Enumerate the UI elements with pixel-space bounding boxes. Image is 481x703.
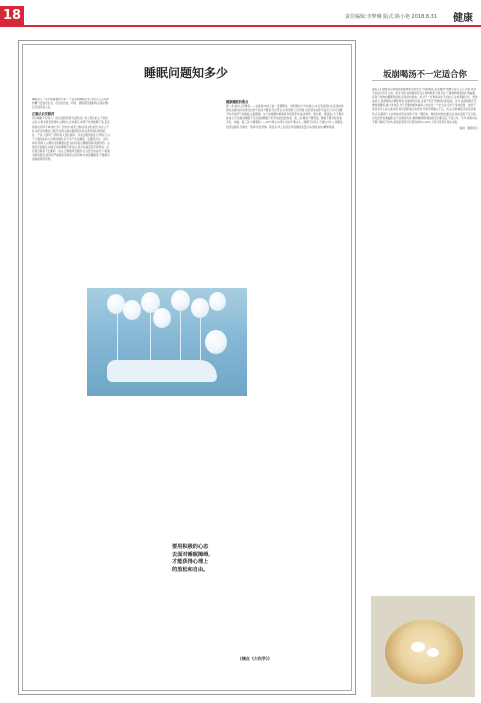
balloon	[153, 308, 171, 328]
balloon	[123, 300, 141, 320]
sidebar-text: 随着人们健康意识的提高和健康知识的普及,"饭前喝汤,苗条健康"的理念深入人心,但是,汤并不是适合所有人的。医生介绍,饭前喝汤可以让食物顺利下咽,防止干硬食物刺激消化道黏膜,有利于食物的稀释和搅拌,促进消化吸收。但对于一些胃肠功能不好的人,比如胃酸过多、胃溃疡病人,饭前喝汤会稀释胃液,加重胃的负担,反而不利于食物的消化吸收。另外,饭前喝汤还可增加饱腹感,减少进食量,对于需要控制体重的人来说是一个好方法,但对于身体虚弱、食欲不佳的老年人和儿童来说,则可能影响正常进食,导致营养摄入不足。所以,饭前喝汤还是饭后喝汤,应该根据个人的身体状况来选择,不能一概而论。喝汤的时候也要注意,汤的温度不宜过高,以免烫伤食道黏膜;也不宜喝得太快,要细嚼慢咽;喝汤的量也要适宜,不宜过多。另外,喝汤时也不要只喝汤不吃肉,汤里的营养只有原料的5%-10%,大部分营养还留在肉里。	[372, 88, 478, 124]
sidebar-title-rule	[372, 80, 478, 81]
sidebar-source: (摘自《健康报》)	[459, 126, 478, 130]
egg-slice	[427, 648, 439, 657]
sidebar-body	[372, 88, 478, 586]
soup-bowl	[385, 620, 463, 684]
pull-quote: 要用积极的心态去面对睡眠障碍,才能获得心理上的放松和自由。	[172, 544, 211, 573]
balloon	[191, 298, 209, 318]
balloon-string	[180, 311, 181, 365]
soup-photo	[371, 596, 475, 697]
sleeping-figure	[107, 360, 217, 382]
balloon-string	[117, 314, 118, 364]
page-number: 18	[0, 6, 24, 25]
balloon-string	[150, 313, 151, 365]
header-info: 责任编辑:李梦琳 版式:路小艳 2018.8.31	[345, 14, 437, 20]
section1-body: 很多睡眠不好的人一谈及安眠药就"谈虎色变",加上周边的人不停的念叨,让很多患者觉得吃入睡的人会依赖它,如果不吃药就睡不着,甚至是就永远停不掉?担心伤了会吃坏,或者上瘾?但是这些担忧,有些人不听从医生医嘱自行停药,结果出现失眠情况以致自我怀疑时智慧症状。于是,又停用了药物,陷入恶性循环。其实安眠药的处方药物,它对于大脑功能病人有效的帮助,并不会产生依赖性。安眠药会在一定时间内,帮助人入睡时改善睡眠质量,按时间指示睡眠周期,逐渐停药。这是医生的建议,恢复正常的睡眠节律以后,是可以减量直至停用的。这些观念都是不正确的。所以,正确服用安眠药,应在医生的指导下,根据失眠的原因,类型和严重程度选择适合的药物,并按医嘱服用,不要擅自加减或停用药物。	[32, 117, 110, 162]
article-title: 睡眠问题知多少	[143, 66, 228, 80]
article-intro: 睡眠是人一生中最重要的大事,一个良好的睡眠状态,才能让人有充沛的精力去面对生活。但因为饮食、环境、情绪等因素影响,失眠问题总会困扰着人们。	[32, 98, 109, 110]
balloon	[171, 290, 190, 311]
balloon	[205, 330, 227, 354]
sleep-balloons-photo	[87, 288, 247, 396]
section2-body: 第一条:按时上床睡觉——也就是23时之前一定要睡觉。中医理论中子时(晚上11点至凌晨1点)是身体休养的关键时间,如果长时间子时前不睡觉,无论男女,自身伤肝,日久伤肾,进而造成身体气血双亏,每天到睡子时会觉得气色晦暗,皮肤粗糙。这个时候睡觉就算再多的营养补品(各种鸡、维生素、保健品),天天都补身体,也不能挽回睡眠不足造成的睡眠不好带来的皮肤伤害。第二条:睡前不要熬夜。睡前不要长时间看手机、电脑。第三条:午睡要短——30分钟左右即可,时间不要太久。睡眠不好的人不建议中午上床睡觉,若感觉疲倦,可静坐一刻钟,闭目养神。第四条:早上起床后早晨要做适量运动,锻炼身体,精神饱满。	[226, 105, 344, 129]
page-header	[0, 0, 481, 26]
header-rule	[0, 25, 481, 27]
bubble-caption: (摘自《大科学》)	[240, 656, 270, 661]
section1-heading: 正确认识安眠药	[32, 112, 55, 117]
balloon	[209, 292, 226, 311]
section-label: 健康	[453, 13, 473, 24]
sidebar-title: 坂崩喝汤不一定适合你	[383, 69, 467, 79]
section2-heading: 健康睡眠四要点	[226, 100, 249, 104]
balloon-string	[200, 318, 201, 364]
egg-slice	[411, 642, 425, 652]
